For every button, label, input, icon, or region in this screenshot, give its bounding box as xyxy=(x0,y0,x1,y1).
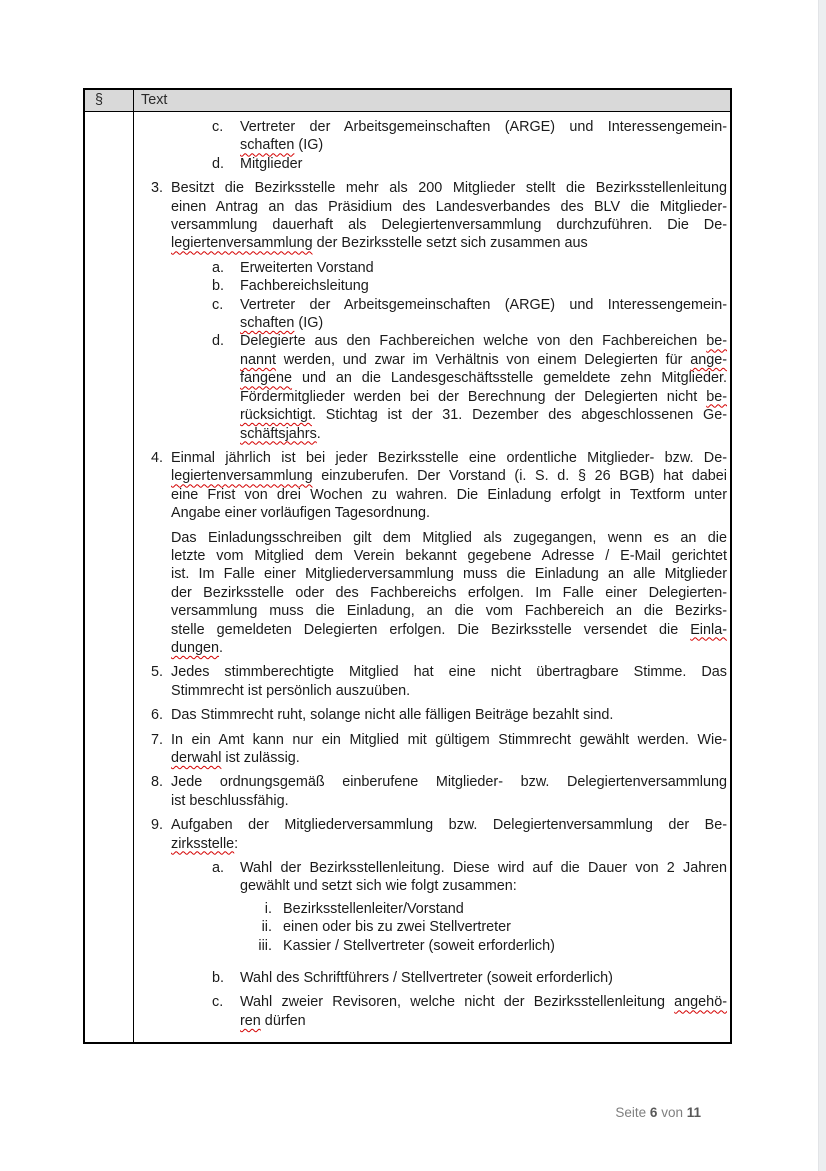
text-line: Das Stimmrecht ruht, solange nicht alle fälligen Beiträge bezahlt sind. xyxy=(171,707,614,724)
misspelled-word: ange- xyxy=(690,351,727,368)
list-marker: 4. xyxy=(151,449,164,466)
statute-table xyxy=(83,88,732,1044)
text-line: Jede ordnungsgemäß einberufene Mitglieder- bzw. Delegiertenversammlung xyxy=(171,774,727,791)
text-line: versammlung dauerhaft als Delegiertenversammlung durchzuführen. Die De- xyxy=(171,217,727,234)
text-line: der Bezirksstelle oder des Fachbereichs erfolgen. Im Falle einer Delegierten- xyxy=(171,584,727,601)
footer-total-pages: 11 xyxy=(686,1105,701,1120)
text-line: einen oder bis zu zwei Stellvertreter xyxy=(283,919,511,936)
list-marker: 3. xyxy=(151,180,164,197)
list-item-c xyxy=(212,993,727,1030)
list-item-8 xyxy=(151,773,727,810)
misspelled-word: legiertenversammlung xyxy=(171,468,313,485)
list-marker: 5. xyxy=(151,664,164,681)
table-header-row xyxy=(85,90,730,112)
misspelled-word: zirksstelle xyxy=(171,835,235,852)
text-line: rücksichtigt. Stichtag ist der 31. Dezember des abgeschlossenen Ge- xyxy=(240,407,727,424)
list-marker: c. xyxy=(212,296,224,313)
column-header-paragraph-sign: § xyxy=(85,90,134,111)
text-line: schäftsjahrs. xyxy=(240,425,321,442)
list-item-iii xyxy=(239,937,727,955)
list-item-6 xyxy=(151,706,727,724)
text-line: eine Frist von drei Wochen zu wahren. Die Einladung erfolgt in Textform unter xyxy=(171,486,727,503)
text-line: ist. Im Falle einer Mitgliederversammlung muss die Einladung an alle Mitglieder xyxy=(171,566,727,583)
text-line: Wahl zweier Revisoren, welche nicht der Bezirksstellenleitung angehö- xyxy=(240,994,727,1011)
text-line: ist beschlussfähig. xyxy=(171,792,289,809)
text-line: ren dürfen xyxy=(240,1012,306,1029)
list-marker: d. xyxy=(212,333,225,350)
text-line: legiertenversammlung der Bezirksstelle setzt sich zusammen aus xyxy=(171,235,588,252)
misspelled-word: schäftsjahrs xyxy=(240,425,317,442)
misspelled-word: ren xyxy=(240,1012,261,1029)
text-line: Fachbereichsleitung xyxy=(240,278,369,295)
text-line: Jedes stimmberechtigte Mitglied hat eine nicht übertragbare Stimme. Das xyxy=(171,664,727,681)
text-line: Delegierte aus den Fachbereichen welche von den Fachbereichen be- xyxy=(240,333,727,350)
text-line: Wahl des Schriftführers / Stellvertreter (soweit erforderlich) xyxy=(240,970,613,987)
list-item-d xyxy=(212,155,727,173)
misspelled-word: schaften xyxy=(240,315,295,332)
text-line: Kassier / Stellvertreter (soweit erforderlich) xyxy=(283,937,555,954)
misspelled-word: schaften xyxy=(240,137,295,154)
misspelled-word: dungen xyxy=(171,639,220,656)
text-line: nannt werden, und zwar im Verhältnis von einem Delegierten für ange- xyxy=(240,351,727,368)
text-line: Fördermitglieder werden bei der Berechnung der Delegierten nicht be- xyxy=(240,388,727,405)
list-marker: a. xyxy=(212,860,225,877)
list-item-b xyxy=(212,969,727,987)
text-line: Das Einladungsschreiben gilt dem Mitglied als zugegangen, wenn es an die xyxy=(171,529,727,546)
text-line: schaften (IG) xyxy=(240,315,324,332)
list-marker: 8. xyxy=(151,774,164,791)
text-line: Vertreter der Arbeitsgemeinschaften (ARGE) und Interessengemein- xyxy=(240,296,727,313)
misspelled-word: be- xyxy=(706,333,727,350)
text-line: Einmal jährlich ist bei jeder Bezirksstelle eine ordentliche Mitglieder- bzw. De- xyxy=(171,449,727,466)
text-line: Mitglieder xyxy=(240,155,303,172)
text-line: Stimmrecht ist persönlich auszuüben. xyxy=(171,682,411,699)
paragraph xyxy=(171,529,727,658)
list-marker: b. xyxy=(212,278,225,295)
text-line: Angabe einer vorläufigen Tagesordnung. xyxy=(171,505,430,522)
page-number-footer xyxy=(615,1104,701,1122)
misspelled-word: fangene xyxy=(240,370,293,387)
column-header-text: Text xyxy=(141,92,168,108)
list-item-c xyxy=(212,296,727,333)
list-marker: 6. xyxy=(151,707,164,724)
text-line: legiertenversammlung einzuberufen. Der Vorstand (i. S. d. § 26 BGB) hat dabei xyxy=(171,468,727,485)
text-line: zirksstelle: xyxy=(171,835,239,852)
list-marker: ii. xyxy=(261,919,272,936)
footer-prefix: Seite xyxy=(615,1105,650,1120)
text-line: Aufgaben der Mitgliederversammlung bzw. Delegiertenversammlung der Be- xyxy=(171,817,727,834)
misspelled-word: rücksichtigt xyxy=(240,407,312,424)
list-item-4 xyxy=(151,449,727,523)
list-marker: d. xyxy=(212,155,225,172)
list-item-a xyxy=(212,859,727,896)
text-line: versammlung muss die Einladung, an die vom Fachbereich an die Bezirks- xyxy=(171,603,727,620)
list-marker: b. xyxy=(212,970,225,987)
text-line: Vertreter der Arbeitsgemeinschaften (ARGE) und Interessengemein- xyxy=(240,119,727,135)
list-marker: c. xyxy=(212,119,224,135)
text-line: Besitzt die Bezirksstelle mehr als 200 Mitglieder stellt die Bezirksstellenleitung xyxy=(171,180,727,197)
text-cell xyxy=(134,112,730,1042)
footer-middle: von xyxy=(657,1105,687,1120)
list-marker: 9. xyxy=(151,817,164,834)
list-marker: iii. xyxy=(258,937,272,954)
text-line: einen Antrag an das Präsidium des Landesverbandes des BLV die Mitglieder- xyxy=(171,198,727,215)
list-item-ii xyxy=(239,918,727,936)
text-line: stelle gemeldeten Delegierten erfolgen. Die Bezirksstelle versendet die Einla- xyxy=(171,621,727,638)
text-line: Wahl der Bezirksstellenleitung. Diese wird auf die Dauer von 2 Jahren xyxy=(240,860,727,877)
misspelled-word: Einla- xyxy=(690,621,727,638)
text-line: derwahl ist zulässig. xyxy=(171,750,300,766)
text-line: gewählt und setzt sich wie folgt zusammen: xyxy=(240,878,517,895)
misspelled-word: nannt xyxy=(240,351,277,368)
table-body-row xyxy=(85,112,730,1042)
text-line: dungen. xyxy=(171,639,224,656)
misspelled-word: derwahl xyxy=(171,750,222,766)
list-marker: 7. xyxy=(151,731,164,748)
text-line: Erweiterten Vorstand xyxy=(240,259,374,276)
text-line: fangene und an die Landesgeschäftsstelle gemeldete zehn Mitglieder. xyxy=(240,370,727,387)
text-line: letzte vom Mitglied dem Verein bekannt gegebene Adresse / E-Mail gerichtet xyxy=(171,547,727,564)
list-item-9 xyxy=(151,816,727,853)
list-item-c xyxy=(212,118,727,155)
list-item-a xyxy=(212,259,727,277)
list-item-i xyxy=(239,900,727,918)
list-item-5 xyxy=(151,663,727,700)
text-line: In ein Amt kann nur ein Mitglied mit gültigem Stimmrecht gewählt werden. Wie- xyxy=(171,731,727,748)
list-item-3 xyxy=(151,179,727,253)
footer-current-page: 6 xyxy=(649,1105,658,1120)
paragraph-number-cell xyxy=(85,112,134,1042)
misspelled-word: be- xyxy=(706,388,727,405)
list-marker: c. xyxy=(212,994,224,1011)
list-marker: a. xyxy=(212,259,225,276)
list-item-d xyxy=(212,332,727,442)
list-item-7 xyxy=(151,731,727,768)
misspelled-word: angehö- xyxy=(674,994,727,1011)
page-edge-strip xyxy=(818,0,826,1171)
list-marker: i. xyxy=(264,900,272,917)
text-line: Bezirksstellenleiter/Vorstand xyxy=(283,900,464,917)
list-item-b xyxy=(212,277,727,295)
text-line: schaften (IG) xyxy=(240,137,324,154)
misspelled-word: legiertenversammlung xyxy=(171,235,313,252)
